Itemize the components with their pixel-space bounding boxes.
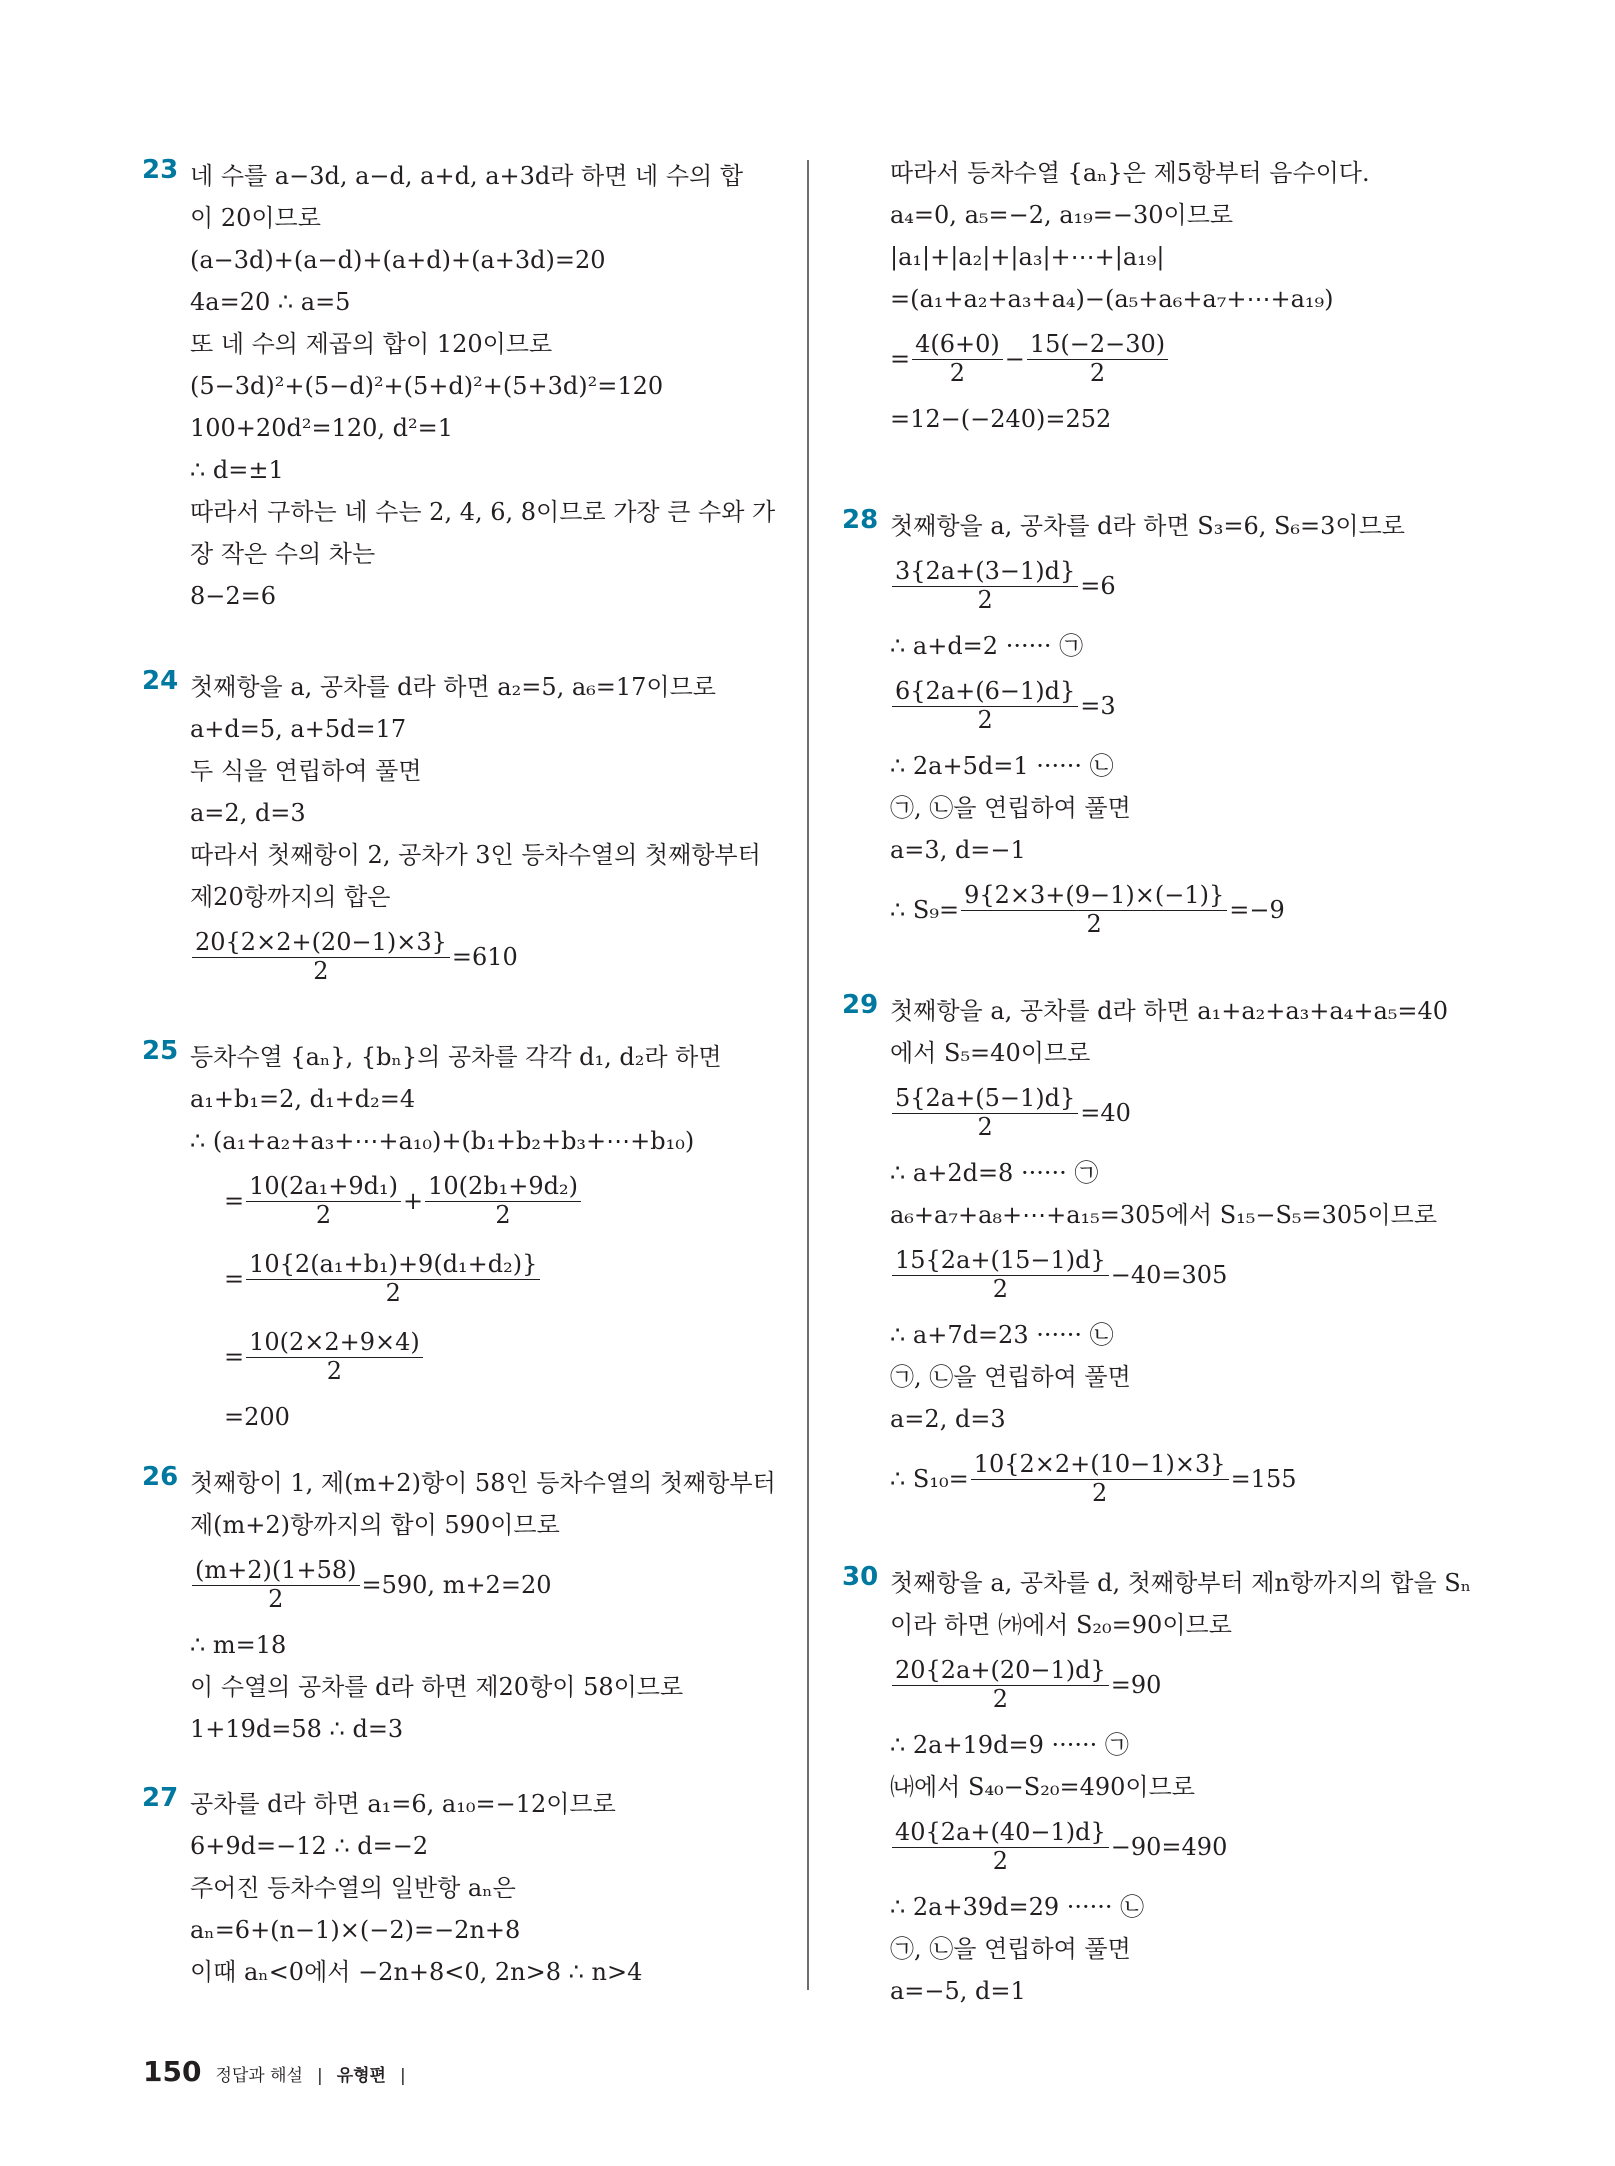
fraction-line [890, 667, 1405, 745]
fraction [892, 678, 1078, 734]
text-line: ㈏에서 S₄₀−S₂₀=490이므로 [890, 1773, 1195, 1801]
page-footer [143, 2055, 406, 2088]
equals: = [224, 1343, 245, 1371]
text-line: 따라서 등차수열 {aₙ}은 제5항부터 음수이다. [890, 159, 1370, 187]
problem-number: 30 [842, 1562, 879, 1592]
text-line: 1+19d=58 ∴ d=3 [190, 1715, 404, 1743]
text-line: 이 수열의 공차를 d라 하면 제20항이 58이므로 [190, 1673, 684, 1701]
text-line: 따라서 구하는 네 수는 2, 4, 6, 8이므로 가장 큰 수와 가 [190, 498, 776, 526]
fraction-line [890, 1808, 1471, 1886]
fraction [425, 1173, 581, 1229]
result: =610 [451, 943, 518, 971]
text-line: 제20항까지의 합은 [190, 883, 391, 911]
equals: = [224, 1187, 245, 1215]
text-line: 등차수열 {aₙ}, {bₙ}의 공차를 각각 d₁, d₂라 하면 [190, 1043, 722, 1071]
text-line: 첫째항을 a, 공차를 d라 하면 S₃=6, S₆=3이므로 [890, 512, 1405, 540]
problem-number: 28 [842, 505, 879, 535]
text-line: 이 20이므로 [190, 204, 321, 232]
denominator: 2 [313, 956, 329, 985]
result: =6 [1080, 572, 1116, 600]
text-line: =200 [224, 1403, 290, 1431]
text-line: 4a=20 ∴ a=5 [190, 288, 351, 316]
text-line: |a₁|+|a₂|+|a₃|+⋯+|a₁₉| [890, 243, 1165, 271]
text-line: a=−5, d=1 [890, 1977, 1026, 2005]
text-line: 두 식을 연립하여 풀면 [190, 757, 422, 785]
text-line: 첫째항이 1, 제(m+2)항이 58인 등차수열의 첫째항부터 [190, 1469, 776, 1497]
fraction-line [890, 547, 1405, 625]
operator: − [1004, 345, 1025, 373]
text-line: ∴ a+d=2 ······ ㉠ [890, 632, 1084, 660]
text-line: 네 수를 a−3d, a−d, a+d, a+3d라 하면 네 수의 합 [190, 162, 744, 190]
denominator: 2 [949, 358, 966, 387]
denominator: 2 [1089, 358, 1106, 387]
fraction [892, 1247, 1109, 1303]
numerator: 10(2b₁+9d₂) [425, 1173, 581, 1202]
text-line: ㉠, ㉡을 연립하여 풀면 [890, 1935, 1131, 1963]
fraction [192, 929, 450, 985]
text-line: a+d=5, a+5d=17 [190, 715, 407, 743]
text-line: 따라서 첫째항이 2, 공차가 3인 등차수열의 첫째항부터 [190, 841, 761, 869]
fraction [961, 882, 1227, 938]
text-line: aₙ=6+(n−1)×(−2)=−2n+8 [190, 1916, 521, 1944]
text-line: a=3, d=−1 [890, 836, 1026, 864]
equals: = [224, 1265, 245, 1293]
problem-number: 25 [142, 1036, 179, 1066]
denominator: 2 [992, 1684, 1009, 1713]
denominator: 2 [977, 705, 993, 734]
numerator: 10{2×2+(10−1)×3} [971, 1451, 1229, 1480]
problem-number: 27 [142, 1783, 179, 1813]
equals: = [890, 345, 911, 373]
denominator: 2 [385, 1278, 401, 1307]
denominator: 2 [977, 1112, 993, 1141]
fraction [892, 558, 1078, 614]
text-line: 8−2=6 [190, 582, 277, 610]
denominator: 2 [977, 585, 993, 614]
problem-number: 29 [842, 990, 879, 1020]
fraction [1027, 331, 1168, 387]
column-divider [807, 160, 809, 1990]
prefix: ∴ S₁₀= [890, 1465, 969, 1493]
fraction [912, 331, 1003, 387]
text-line: 첫째항을 a, 공차를 d, 첫째항부터 제n항까지의 합을 Sₙ [890, 1569, 1472, 1597]
numerator: 5{2a+(5−1)d} [892, 1085, 1078, 1114]
fraction-line [890, 871, 1405, 949]
page-number: 150 [143, 2055, 202, 2088]
text-line: (a−3d)+(a−d)+(a+d)+(a+3d)=20 [190, 246, 606, 274]
numerator: 15{2a+(15−1)d} [892, 1247, 1109, 1276]
fraction-line [190, 1546, 776, 1624]
numerator: 4(6+0) [912, 331, 1003, 360]
text-line: 첫째항을 a, 공차를 d라 하면 a₂=5, a₆=17이므로 [190, 673, 716, 701]
numerator: 3{2a+(3−1)d} [892, 558, 1078, 587]
problem-26 [142, 1462, 776, 1750]
problem-29 [842, 990, 1449, 1518]
text-line: ∴ a+2d=8 ······ ㉠ [890, 1159, 1099, 1187]
footer-separator: | [316, 2066, 323, 2086]
denominator: 2 [495, 1200, 511, 1229]
text-line: a₁+b₁=2, d₁+d₂=4 [190, 1085, 416, 1113]
text-line: ∴ m=18 [190, 1631, 287, 1659]
text-line: =12−(−240)=252 [890, 405, 1112, 433]
text-line: 주어진 등차수열의 일반항 aₙ은 [190, 1874, 516, 1902]
prefix: ∴ S₉= [890, 896, 960, 924]
fraction-line [190, 918, 761, 996]
text-line: ∴ a+7d=23 ······ ㉡ [890, 1321, 1114, 1349]
problem-27 [142, 1783, 643, 1993]
result: =40 [1080, 1099, 1131, 1127]
numerator: 10{2(a₁+b₁)+9(d₁+d₂)} [246, 1251, 540, 1280]
text-line: ㉠, ㉡을 연립하여 풀면 [890, 1363, 1131, 1391]
problem-23 [142, 155, 776, 617]
fraction [246, 1251, 540, 1307]
fraction [192, 1557, 360, 1613]
text-line: a₄=0, a₅=−2, a₁₉=−30이므로 [890, 201, 1234, 229]
fraction [971, 1451, 1229, 1507]
fraction-line [190, 1318, 722, 1396]
text-line: 이라 하면 ㈎에서 S₂₀=90이므로 [890, 1611, 1232, 1639]
text-line: a=2, d=3 [890, 1405, 1006, 1433]
numerator: 15(−2−30) [1027, 331, 1168, 360]
footer-section: 유형편 [336, 2066, 386, 2086]
text-line: 100+20d²=120, d²=1 [190, 414, 453, 442]
numerator: 40{2a+(40−1)d} [892, 1819, 1109, 1848]
result: −90=490 [1110, 1833, 1228, 1861]
text-line: =(a₁+a₂+a₃+a₄)−(a₅+a₆+a₇+⋯+a₁₉) [890, 285, 1334, 313]
numerator: 10(2a₁+9d₁) [246, 1173, 401, 1202]
problem-number: 26 [142, 1462, 179, 1492]
text-line: a₆+a₇+a₈+⋯+a₁₅=305에서 S₁₅−S₅=305이므로 [890, 1201, 1438, 1229]
denominator: 2 [326, 1356, 343, 1385]
denominator: 2 [992, 1274, 1009, 1303]
fraction-line [890, 1074, 1448, 1152]
footer-title: 정답과 해설 [215, 2066, 303, 2086]
fraction [892, 1085, 1078, 1141]
numerator: 6{2a+(6−1)d} [892, 678, 1078, 707]
fraction-line [190, 1162, 722, 1240]
text-line: ∴ 2a+19d=9 ······ ㉠ [890, 1731, 1129, 1759]
fraction [892, 1819, 1109, 1875]
fraction-line [890, 1236, 1448, 1314]
text-line: ∴ 2a+39d=29 ······ ㉡ [890, 1893, 1145, 1921]
denominator: 2 [992, 1846, 1009, 1875]
text-line: 이때 aₙ<0에서 −2n+8<0, 2n>8 ∴ n>4 [190, 1958, 643, 1986]
result: =−9 [1229, 896, 1285, 924]
fraction-line [890, 1646, 1471, 1724]
denominator: 2 [1086, 909, 1102, 938]
fraction-line [190, 1240, 722, 1318]
text-line: ∴ d=±1 [190, 456, 284, 484]
result: =155 [1230, 1465, 1297, 1493]
result: =90 [1110, 1671, 1162, 1699]
text-line: 에서 S₅=40이므로 [890, 1039, 1091, 1067]
problem-25 [142, 1036, 722, 1438]
problem-30 [842, 1562, 1472, 2012]
text-line: (5−3d)²+(5−d)²+(5+d)²+(5+3d)²=120 [190, 372, 664, 400]
denominator: 2 [315, 1200, 332, 1229]
numerator: (m+2)(1+58) [192, 1557, 360, 1586]
result: −40=305 [1110, 1261, 1228, 1289]
text-line: 첫째항을 a, 공차를 d라 하면 a₁+a₂+a₃+a₄+a₅=40 [890, 997, 1449, 1025]
denominator: 2 [268, 1584, 284, 1613]
text-line: 공차를 d라 하면 a₁=6, a₁₀=−12이므로 [190, 1790, 616, 1818]
fraction [246, 1173, 401, 1229]
fraction [246, 1329, 423, 1385]
result: =3 [1080, 692, 1116, 720]
text-line: 장 작은 수의 차는 [190, 540, 376, 568]
footer-separator: | [399, 2066, 406, 2086]
text-line: 또 네 수의 제곱의 합이 120이므로 [190, 330, 553, 358]
text-line: ∴ 2a+5d=1 ······ ㉡ [890, 752, 1114, 780]
numerator: 9{2×3+(9−1)×(−1)} [961, 882, 1227, 911]
problem-27-continued [890, 152, 1370, 440]
problem-number: 24 [142, 666, 179, 696]
fraction [892, 1657, 1109, 1713]
text-line: ㉠, ㉡을 연립하여 풀면 [890, 794, 1131, 822]
text-line: 6+9d=−12 ∴ d=−2 [190, 1832, 429, 1860]
problem-number: 23 [142, 155, 179, 185]
text-line: a=2, d=3 [190, 799, 306, 827]
problem-28 [842, 505, 1405, 949]
numerator: 20{2a+(20−1)d} [892, 1657, 1109, 1686]
numerator: 10(2×2+9×4) [246, 1329, 423, 1358]
fraction-line [890, 1440, 1448, 1518]
result: =590, m+2=20 [361, 1571, 552, 1599]
text-line: 제(m+2)항까지의 합이 590이므로 [190, 1511, 560, 1539]
problem-24 [142, 666, 761, 996]
text-line: ∴ (a₁+a₂+a₃+⋯+a₁₀)+(b₁+b₂+b₃+⋯+b₁₀) [190, 1127, 695, 1155]
numerator: 20{2×2+(20−1)×3} [192, 929, 450, 958]
fraction-line [890, 320, 1370, 398]
operator: + [402, 1187, 424, 1215]
denominator: 2 [1091, 1478, 1108, 1507]
